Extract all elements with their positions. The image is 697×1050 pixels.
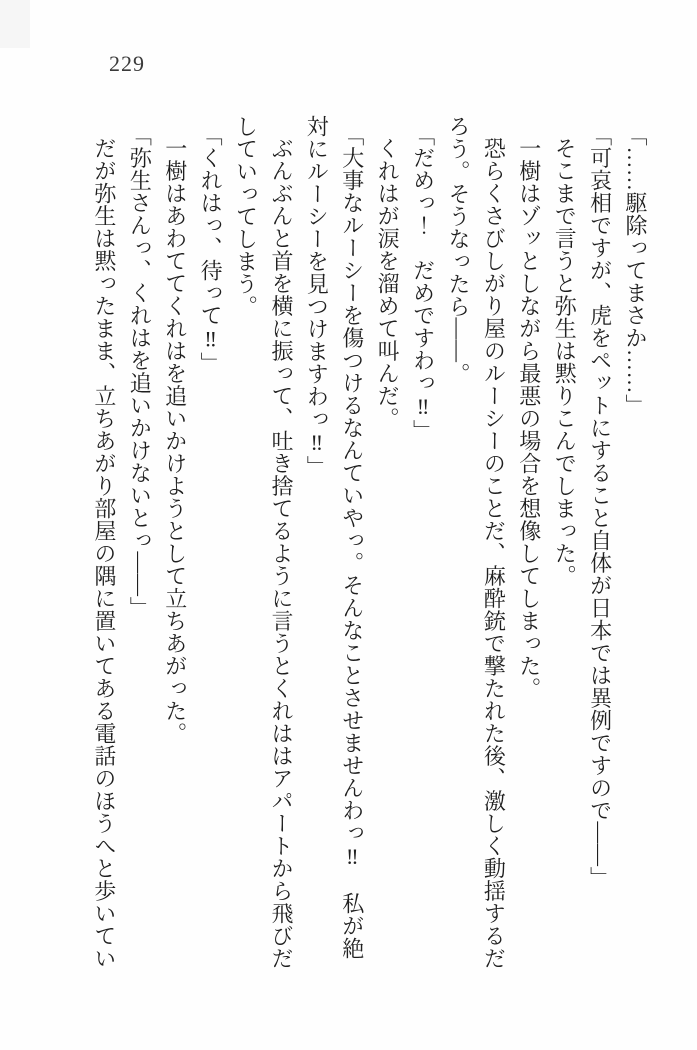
paragraph-narration: 恐らくさびしがり屋のルーシーのことだ、麻酔銃で撃たれた後、激しく動揺するだろう。そうなったら――。 — [445, 115, 507, 970]
paragraph-narration: だが弥生は黙ったまま、立ちあがり部屋の隅に置いてある電話のほうへと歩いてい — [91, 137, 117, 970]
scan-corner-artifact — [0, 0, 30, 48]
vertical-text-block — [87, 115, 654, 970]
paragraph-narration: ぶんぶんと首を横に振って、吐き捨てるように言うとくれははアパートから飛びだしていってしまう。 — [233, 115, 294, 970]
paragraph-dialogue: 「大事なルーシーを傷つけるなんていやっ。そんなことさせませんわっ‼ 私が絶対にルーシーを見つけますわっ‼」 — [304, 115, 365, 960]
paragraph-dialogue: 「可哀相ですが、虎をペットにすること自体が日本では異例ですので――」 — [587, 123, 613, 889]
paragraph-narration: 一樹はあわててくれはを追いかけようとして立ちあがった。 — [162, 137, 188, 745]
paragraph-dialogue: 「……駆除ってまさか……」 — [623, 123, 648, 417]
paragraph-dialogue: 「弥生さんっ、くれはを追いかけないとっ――」 — [127, 123, 153, 619]
paragraph-narration: そこまで言うと弥生は黙りこんでしまった。 — [552, 137, 578, 587]
paragraph-dialogue: 「くれはっ、待って‼」 — [198, 123, 224, 375]
paragraph-narration: くれはが涙を溜めて叫んだ。 — [375, 137, 401, 430]
page-number: 229 — [109, 51, 145, 76]
paragraph-dialogue: 「だめっ！ だめですわっ‼」 — [410, 123, 436, 442]
paragraph-narration: 一樹はゾッとしながら最悪の場合を想像してしまった。 — [516, 137, 542, 700]
